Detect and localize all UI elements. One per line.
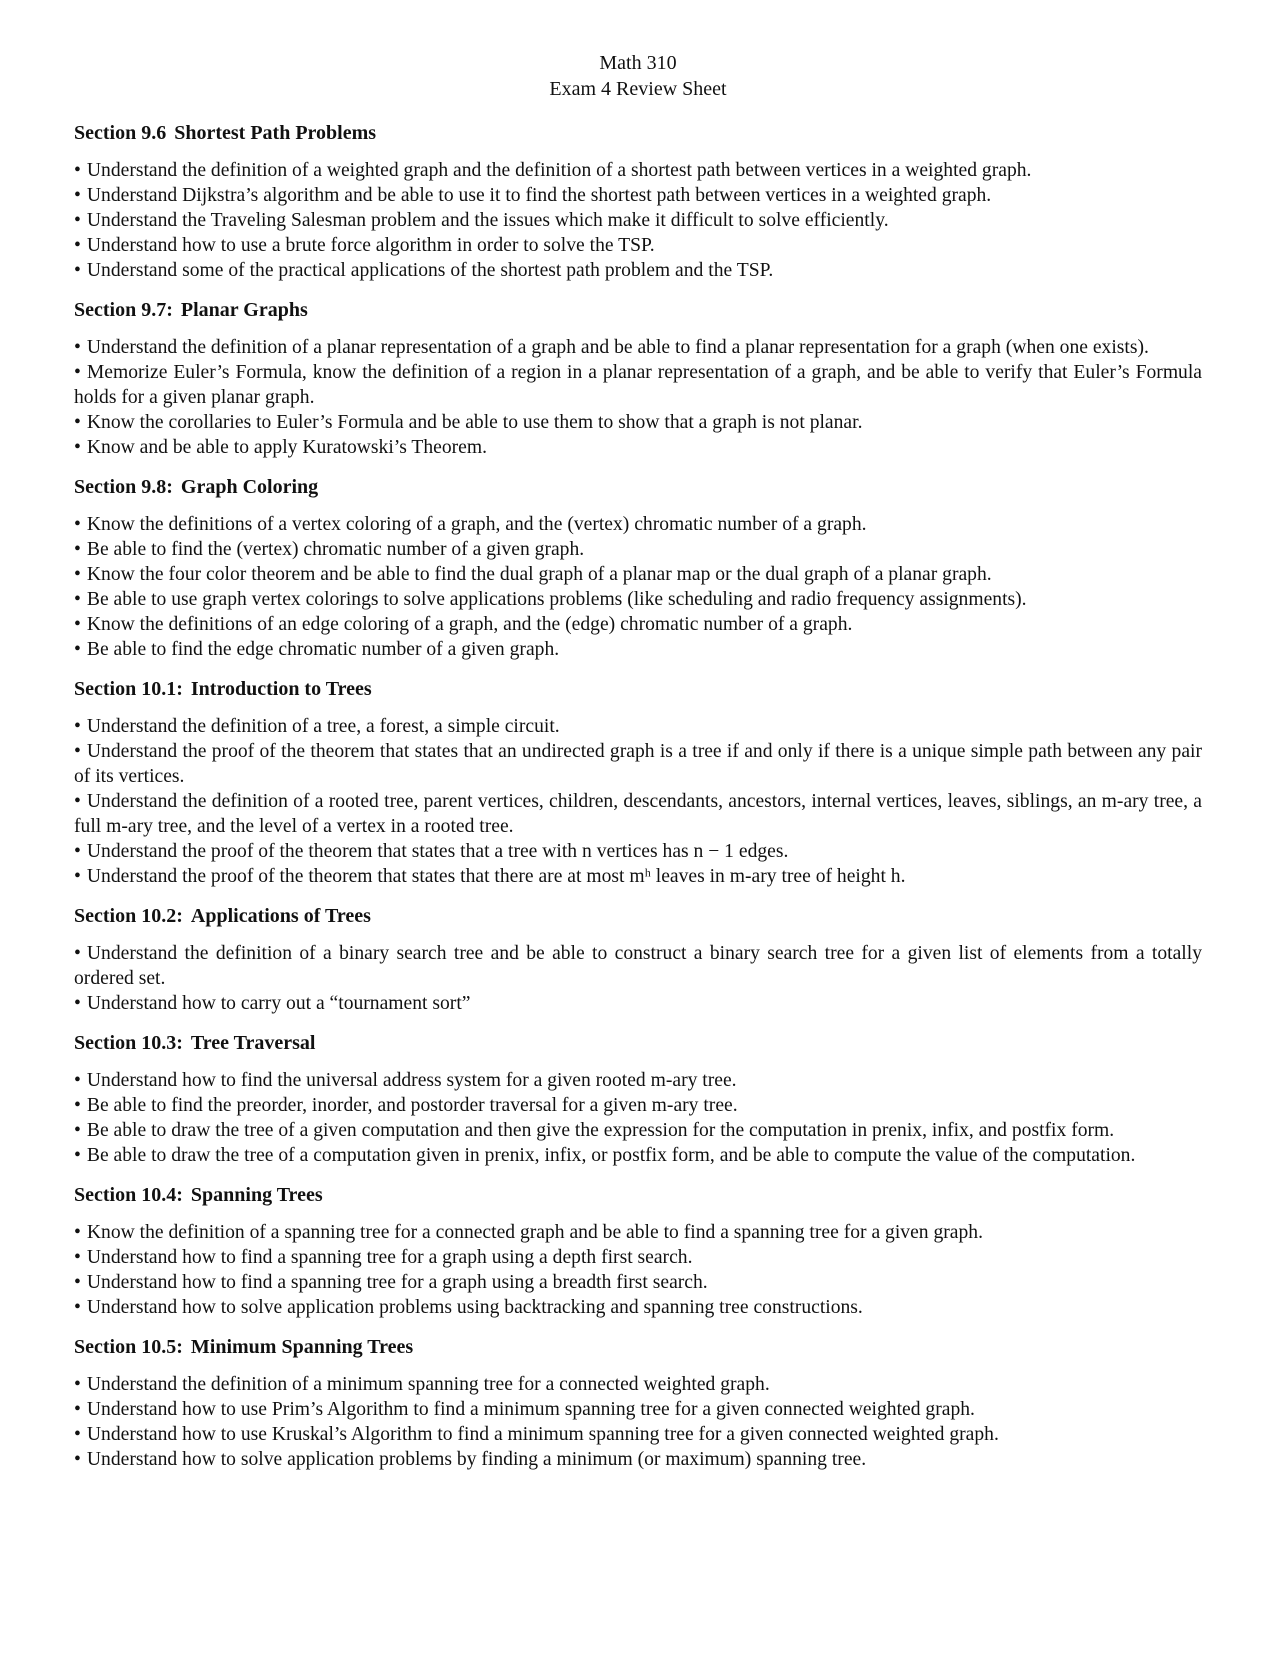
list-item-text: Understand the definition of a binary search tree and be able to construct a binary search tree for a given list of elements from a totally ordered set.: [74, 943, 1202, 989]
list-item-text: Understand Dijkstra’s algorithm and be able to use it to find the shortest path between vertices in a weighted graph.: [86, 185, 992, 206]
review-section: [74, 676, 1202, 889]
section-number: Section 9.7:: [74, 299, 173, 321]
section-title: Minimum Spanning Trees: [190, 1336, 414, 1358]
bullet-icon: •: [74, 1374, 81, 1395]
list-item: [74, 612, 1202, 637]
objective-list: [74, 335, 1202, 460]
list-item-text: Be able to draw the tree of a computation given in prenix, infix, or postfix form, and be able to compute the value of the computation.: [86, 1145, 1136, 1166]
section-number: Section 10.4:: [74, 1184, 183, 1206]
list-item-text: Understand the proof of the theorem that states that a tree with n vertices has n − 1 edges.: [86, 841, 789, 862]
section-heading: [74, 120, 1202, 146]
section-number: Section 9.6: [74, 122, 167, 144]
bullet-icon: •: [74, 1070, 81, 1091]
list-item: [74, 1397, 1202, 1422]
list-item: [74, 1447, 1202, 1472]
bullet-icon: •: [74, 791, 81, 812]
list-item-text: Understand how to use a brute force algorithm in order to solve the TSP.: [86, 235, 655, 256]
list-item: [74, 410, 1202, 435]
bullet-icon: •: [74, 1095, 81, 1116]
bullet-icon: •: [74, 943, 81, 964]
section-title: Planar Graphs: [180, 299, 308, 321]
objective-list: [74, 158, 1202, 283]
list-item-text: Understand some of the practical applications of the shortest path problem and the TSP.: [86, 260, 774, 281]
review-section: [74, 474, 1202, 662]
section-heading: [74, 903, 1202, 929]
list-item-text: Be able to find the (vertex) chromatic number of a given graph.: [86, 539, 585, 560]
review-section: [74, 1030, 1202, 1168]
section-heading: [74, 297, 1202, 323]
list-item: [74, 512, 1202, 537]
bullet-icon: •: [74, 993, 81, 1014]
section-heading: [74, 676, 1202, 702]
section-number: Section 10.3:: [74, 1032, 183, 1054]
bullet-icon: •: [74, 1297, 81, 1318]
list-item-text: Understand the proof of the theorem that states that there are at most mʰ leaves in m-ary tree of height h.: [86, 866, 906, 887]
review-section: [74, 1182, 1202, 1320]
bullet-icon: •: [74, 589, 81, 610]
list-item-text: Be able to draw the tree of a given computation and then give the expression for the computation in prenix, infix, and postfix form.: [86, 1120, 1115, 1141]
bullet-icon: •: [74, 539, 81, 560]
section-number: Section 10.1:: [74, 678, 183, 700]
list-item: [74, 233, 1202, 258]
bullet-icon: •: [74, 1272, 81, 1293]
list-item: [74, 941, 1202, 991]
bullet-icon: •: [74, 841, 81, 862]
section-title: Spanning Trees: [190, 1184, 323, 1206]
list-item: [74, 435, 1202, 460]
section-title: Tree Traversal: [190, 1032, 316, 1054]
objective-list: [74, 714, 1202, 889]
list-item: [74, 158, 1202, 183]
list-item: [74, 258, 1202, 283]
section-title: Graph Coloring: [180, 476, 319, 498]
list-item-text: Be able to find the preorder, inorder, and postorder traversal for a given m-ary tree.: [86, 1095, 738, 1116]
list-item-text: Understand the definition of a rooted tree, parent vertices, children, descendants, ancestors, internal vertices, leaves, siblings, an m-ary tree, a full m-ary tree, and the level of a vertex in a rooted tree.: [74, 791, 1202, 837]
list-item-text: Understand how to find the universal address system for a given rooted m-ary tree.: [86, 1070, 737, 1091]
list-item: [74, 562, 1202, 587]
list-item: [74, 789, 1202, 839]
list-item-text: Understand how to carry out a “tournament sort”: [86, 993, 471, 1014]
section-heading: [74, 1030, 1202, 1056]
bullet-icon: •: [74, 639, 81, 660]
list-item-text: Memorize Euler’s Formula, know the definition of a region in a planar representation of a graph, and be able to verify that Euler’s Formula holds for a given planar graph.: [74, 362, 1202, 408]
list-item-text: Understand how to use Prim’s Algorithm to find a minimum spanning tree for a given connected weighted graph.: [86, 1399, 975, 1420]
list-item: [74, 1270, 1202, 1295]
bullet-icon: •: [74, 514, 81, 535]
bullet-icon: •: [74, 437, 81, 458]
list-item-text: Know the corollaries to Euler’s Formula and be able to use them to show that a graph is not planar.: [86, 412, 863, 433]
document-header: [74, 50, 1202, 102]
section-heading: [74, 474, 1202, 500]
review-section: [74, 1334, 1202, 1472]
list-item: [74, 183, 1202, 208]
list-item: [74, 1372, 1202, 1397]
list-item: [74, 587, 1202, 612]
bullet-icon: •: [74, 614, 81, 635]
section-heading: [74, 1334, 1202, 1360]
list-item: [74, 714, 1202, 739]
bullet-icon: •: [74, 1424, 81, 1445]
list-item: [74, 335, 1202, 360]
section-heading: [74, 1182, 1202, 1208]
section-title: Applications of Trees: [190, 905, 371, 927]
list-item-text: Understand how to find a spanning tree for a graph using a depth first search.: [86, 1247, 693, 1268]
list-item-text: Know the definitions of an edge coloring of a graph, and the (edge) chromatic number of a graph.: [86, 614, 853, 635]
bullet-icon: •: [74, 235, 81, 256]
bullet-icon: •: [74, 564, 81, 585]
list-item-text: Understand the definition of a planar representation of a graph and be able to find a planar representation for a graph (when one exists).: [86, 337, 1149, 358]
objective-list: [74, 512, 1202, 662]
list-item: [74, 1068, 1202, 1093]
objective-list: [74, 1372, 1202, 1472]
section-title: Introduction to Trees: [190, 678, 372, 700]
list-item: [74, 1118, 1202, 1143]
review-sheet-page: [74, 50, 1202, 1486]
list-item: [74, 360, 1202, 410]
bullet-icon: •: [74, 337, 81, 358]
list-item-text: Know and be able to apply Kuratowski’s Theorem.: [86, 437, 488, 458]
list-item-text: Understand the definition of a minimum spanning tree for a connected weighted graph.: [86, 1374, 770, 1395]
list-item: [74, 637, 1202, 662]
bullet-icon: •: [74, 412, 81, 433]
list-item: [74, 839, 1202, 864]
list-item: [74, 739, 1202, 789]
section-number: Section 10.5:: [74, 1336, 183, 1358]
list-item: [74, 864, 1202, 889]
list-item-text: Understand the Traveling Salesman problem and the issues which make it difficult to solve efficiently.: [86, 210, 889, 231]
list-item: [74, 1220, 1202, 1245]
section-number: Section 10.2:: [74, 905, 183, 927]
list-item-text: Understand the proof of the theorem that states that an undirected graph is a tree if and only if there is a unique simple path between any pair of its vertices.: [74, 741, 1202, 787]
list-item-text: Understand how to use Kruskal’s Algorithm to find a minimum spanning tree for a given connected weighted graph.: [86, 1424, 999, 1445]
list-item: [74, 1093, 1202, 1118]
bullet-icon: •: [74, 866, 81, 887]
list-item-text: Understand how to solve application problems by finding a minimum (or maximum) spanning tree.: [86, 1449, 867, 1470]
bullet-icon: •: [74, 1120, 81, 1141]
bullet-icon: •: [74, 1399, 81, 1420]
bullet-icon: •: [74, 210, 81, 231]
bullet-icon: •: [74, 1449, 81, 1470]
course-title: Math 310: [599, 52, 677, 74]
bullet-icon: •: [74, 1145, 81, 1166]
bullet-icon: •: [74, 1222, 81, 1243]
bullet-icon: •: [74, 160, 81, 181]
sections-container: [74, 120, 1202, 1472]
list-item-text: Be able to use graph vertex colorings to solve applications problems (like scheduling and radio frequency assignments).: [86, 589, 1027, 610]
review-section: [74, 297, 1202, 460]
bullet-icon: •: [74, 362, 81, 383]
bullet-icon: •: [74, 185, 81, 206]
list-item: [74, 991, 1202, 1016]
list-item-text: Know the four color theorem and be able to find the dual graph of a planar map or the dual graph of a planar graph.: [86, 564, 992, 585]
objective-list: [74, 1220, 1202, 1320]
review-section: [74, 120, 1202, 283]
list-item-text: Understand how to solve application problems using backtracking and spanning tree constructions.: [86, 1297, 863, 1318]
list-item-text: Understand the definition of a weighted graph and the definition of a shortest path between vertices in a weighted graph.: [86, 160, 1032, 181]
section-title: Shortest Path Problems: [174, 122, 377, 144]
objective-list: [74, 941, 1202, 1016]
bullet-icon: •: [74, 716, 81, 737]
bullet-icon: •: [74, 1247, 81, 1268]
list-item-text: Be able to find the edge chromatic number of a given graph.: [86, 639, 560, 660]
bullet-icon: •: [74, 741, 81, 762]
review-section: [74, 903, 1202, 1016]
bullet-icon: •: [74, 260, 81, 281]
list-item-text: Understand how to find a spanning tree for a graph using a breadth first search.: [86, 1272, 708, 1293]
list-item: [74, 1143, 1202, 1168]
list-item-text: Understand the definition of a tree, a forest, a simple circuit.: [86, 716, 560, 737]
list-item: [74, 1245, 1202, 1270]
list-item: [74, 537, 1202, 562]
list-item-text: Know the definition of a spanning tree for a connected graph and be able to find a spanning tree for a given graph.: [86, 1222, 983, 1243]
list-item: [74, 1295, 1202, 1320]
list-item: [74, 208, 1202, 233]
list-item: [74, 1422, 1202, 1447]
document-subtitle: Exam 4 Review Sheet: [549, 78, 727, 100]
section-number: Section 9.8:: [74, 476, 173, 498]
objective-list: [74, 1068, 1202, 1168]
list-item-text: Know the definitions of a vertex coloring of a graph, and the (vertex) chromatic number of a graph.: [86, 514, 867, 535]
